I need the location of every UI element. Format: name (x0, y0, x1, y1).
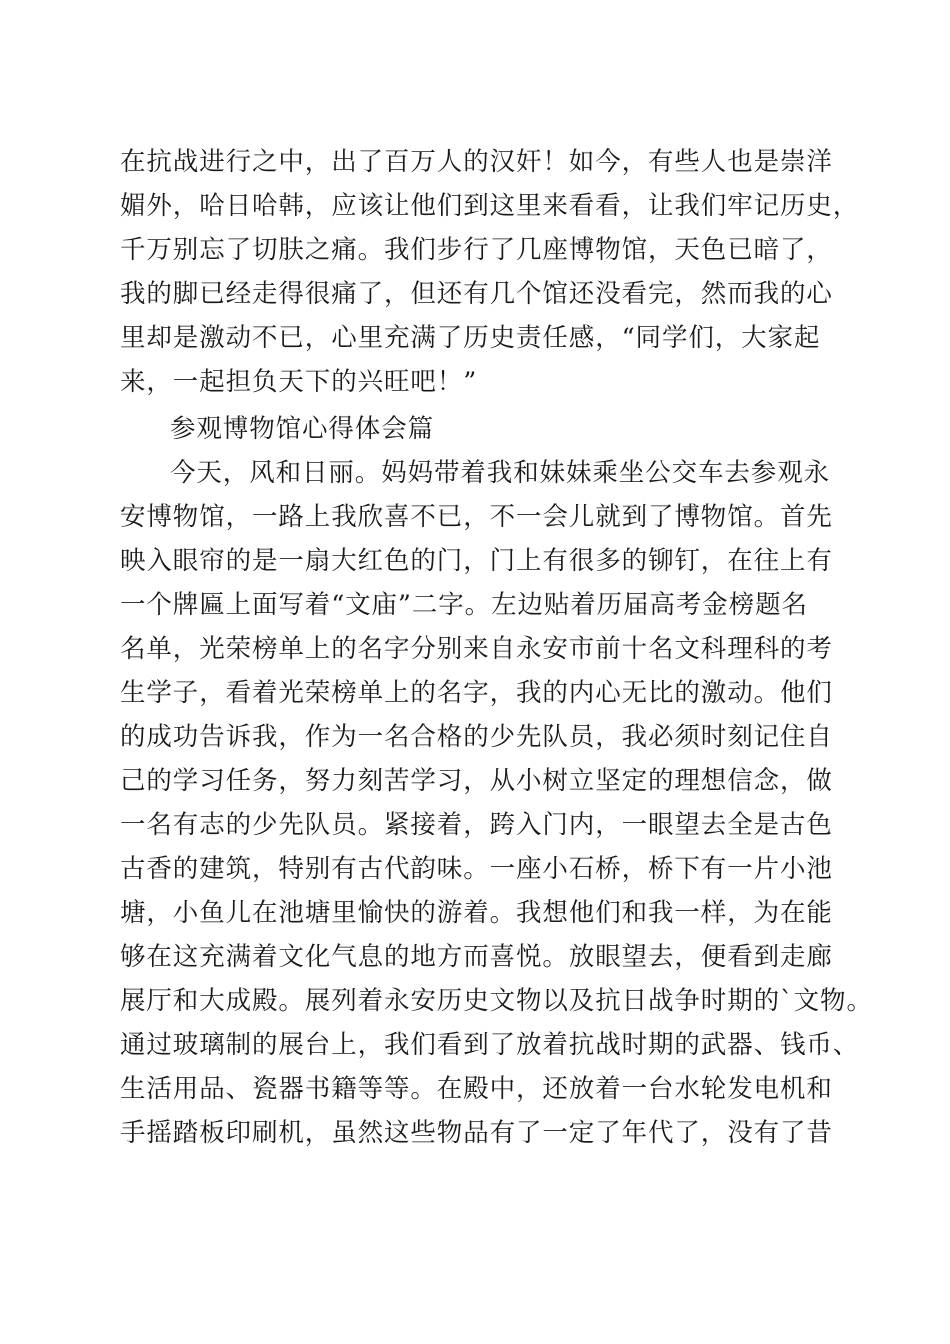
text-line: 媚外，哈日哈韩，应该让他们到这里来看看，让我们牢记历史， (120, 191, 860, 221)
text-line: 的成功告诉我，作为一名合格的少先队员，我必须时刻记住自 (120, 722, 833, 752)
text-line: 手摇踏板印刷机，虽然这些物品有了一定了年代了，没有了昔 (120, 1118, 833, 1148)
text-line: 一名有志的少先队员。紧接着，跨入门内，一眼望去全是古色 (120, 810, 833, 840)
text-line: 映入眼帘的是一扇大红色的门，门上有很多的铆钉，在往上有 (120, 546, 833, 576)
section-heading: 参观博物馆心得体会篇 (170, 414, 435, 444)
text-line: 通过玻璃制的展台上，我们看到了放着抗战时期的武器、钱币、 (120, 1030, 860, 1060)
text-line: 己的学习任务，努力刻苦学习，从小树立坚定的理想信念，做 (120, 766, 833, 796)
text-line: 我的脚已经走得很痛了，但还有几个馆还没看完，然而我的心 (120, 279, 833, 309)
text-line: 古香的建筑，特别有古代韵味。一座小石桥，桥下有一片小池 (120, 854, 833, 884)
text-line: 生学子，看着光荣榜单上的名字，我的内心无比的激动。他们 (120, 678, 833, 708)
text-line: 展厅和大成殿。展列着永安历史文物以及抗日战争时期的`文物。 (120, 986, 873, 1016)
text-line: 来，一起担负天下的兴旺吧！” (120, 367, 478, 397)
text-line: 一个牌匾上面写着“文庙”二字。左边贴着历届高考金榜题名 (120, 590, 808, 620)
text-line: 塘，小鱼儿在池塘里愉快的游着。我想他们和我一样，为在能 (120, 898, 833, 928)
text-line: 里却是激动不已，心里充满了历史责任感，“同学们，大家起 (120, 323, 821, 353)
text-line: 够在这充满着文化气息的地方而喜悦。放眼望去，便看到走廊 (120, 942, 833, 972)
text-line: 在抗战进行之中，出了百万人的汉奸！如今，有些人也是崇洋 (120, 147, 833, 177)
text-line: 今天，风和日丽。妈妈带着我和妹妹乘坐公交车去参观永 (170, 458, 831, 488)
text-line: 生活用品、瓷器书籍等等。在殿中，还放着一台水轮发电机和 (120, 1074, 833, 1104)
text-line: 名单，光荣榜单上的名字分别来自永安市前十名文科理科的考 (120, 634, 833, 664)
text-line: 千万别忘了切肤之痛。我们步行了几座博物馆，天色已暗了， (120, 235, 833, 265)
text-line: 安博物馆，一路上我欣喜不已，不一会儿就到了博物馆。首先 (120, 502, 833, 532)
